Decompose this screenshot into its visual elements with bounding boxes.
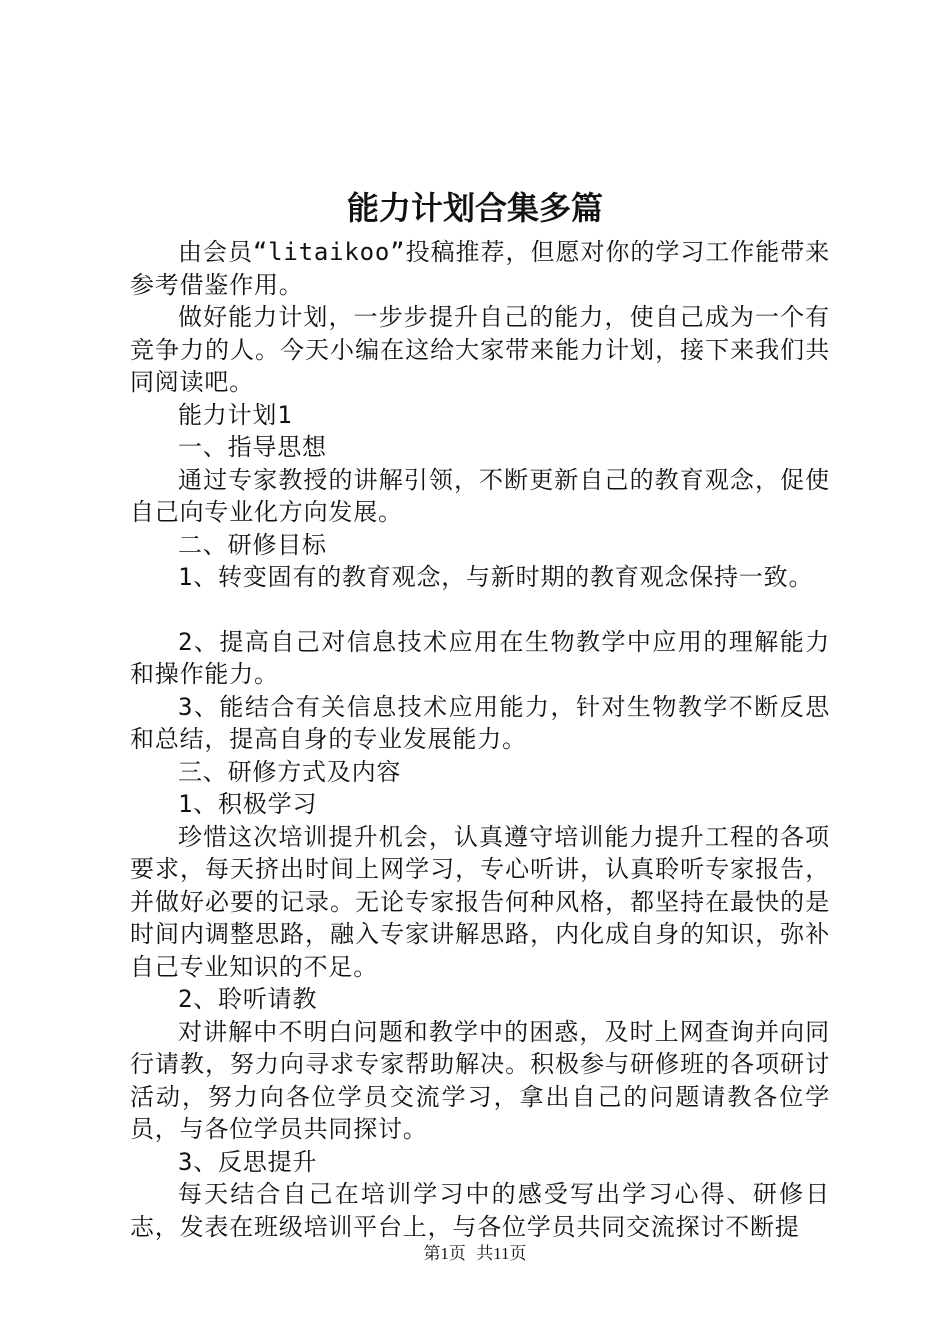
page-footer	[0, 1240, 950, 1268]
paragraph: 通过专家教授的讲解引领，不断更新自己的教育观念，促使自己向专业化方向发展。	[130, 465, 830, 526]
subheading: 3、反思提升	[178, 1147, 318, 1176]
paragraph: 珍惜这次培训提升机会，认真遵守培训能力提升工程的各项要求，每天挤出时间上网学习，专心听讲，认真聆听专家报告，并做好必要的记录。无论专家报告何种风格，都坚持在最快的是时间内调整思路，融入专家讲解思路，内化成自身的知识，弥补自己专业知识的不足。	[130, 822, 830, 981]
subheading: 一、指导思想	[178, 433, 327, 461]
list-item: 2、提高自己对信息技术应用在生物教学中应用的理解能力和操作能力。	[130, 627, 830, 688]
list-item: 1、转变固有的教育观念，与新时期的教育观念保持一致。	[178, 563, 814, 591]
paragraph: 每天结合自己在培训学习中的感受写出学习心得、研修日志，发表在班级培训平台上，与各位学员共同交流探讨不断提	[130, 1180, 830, 1241]
paragraph: 对讲解中不明白问题和教学中的困惑，及时上网查询并向同行请教，努力向寻求专家帮助解决。积极参与研修班的各项研讨活动，努力向各位学员交流学习，拿出自己的问题请教各位学员，与各位学员共同探讨。	[130, 1017, 830, 1143]
document-title: 能力计划合集多篇	[346, 189, 603, 227]
subheading: 1、积极学习	[178, 790, 318, 818]
section-heading: 能力计划1	[178, 400, 293, 429]
subheading: 三、研修方式及内容	[178, 757, 402, 786]
subheading: 2、聆听请教	[178, 985, 318, 1013]
paragraph-lead: 做好能力计划，一步步提升自己的能力，使自己成为一个有竞争力的人。今天小编在这给大家带来能力计划，接下来我们共同阅读吧。	[130, 303, 830, 396]
document-body	[130, 236, 830, 1243]
paragraph-intro: 由会员“litaikoo”投稿推荐，但愿对你的学习工作能带来参考借鉴作用。	[130, 238, 830, 299]
subheading: 二、研修目标	[178, 530, 327, 559]
list-item: 3、能结合有关信息技术应用能力，针对生物教学不断反思和总结，提高自身的专业发展能力。	[130, 692, 830, 753]
page-number: 第1页	[423, 1244, 466, 1263]
page-total: 共11页	[476, 1244, 527, 1263]
